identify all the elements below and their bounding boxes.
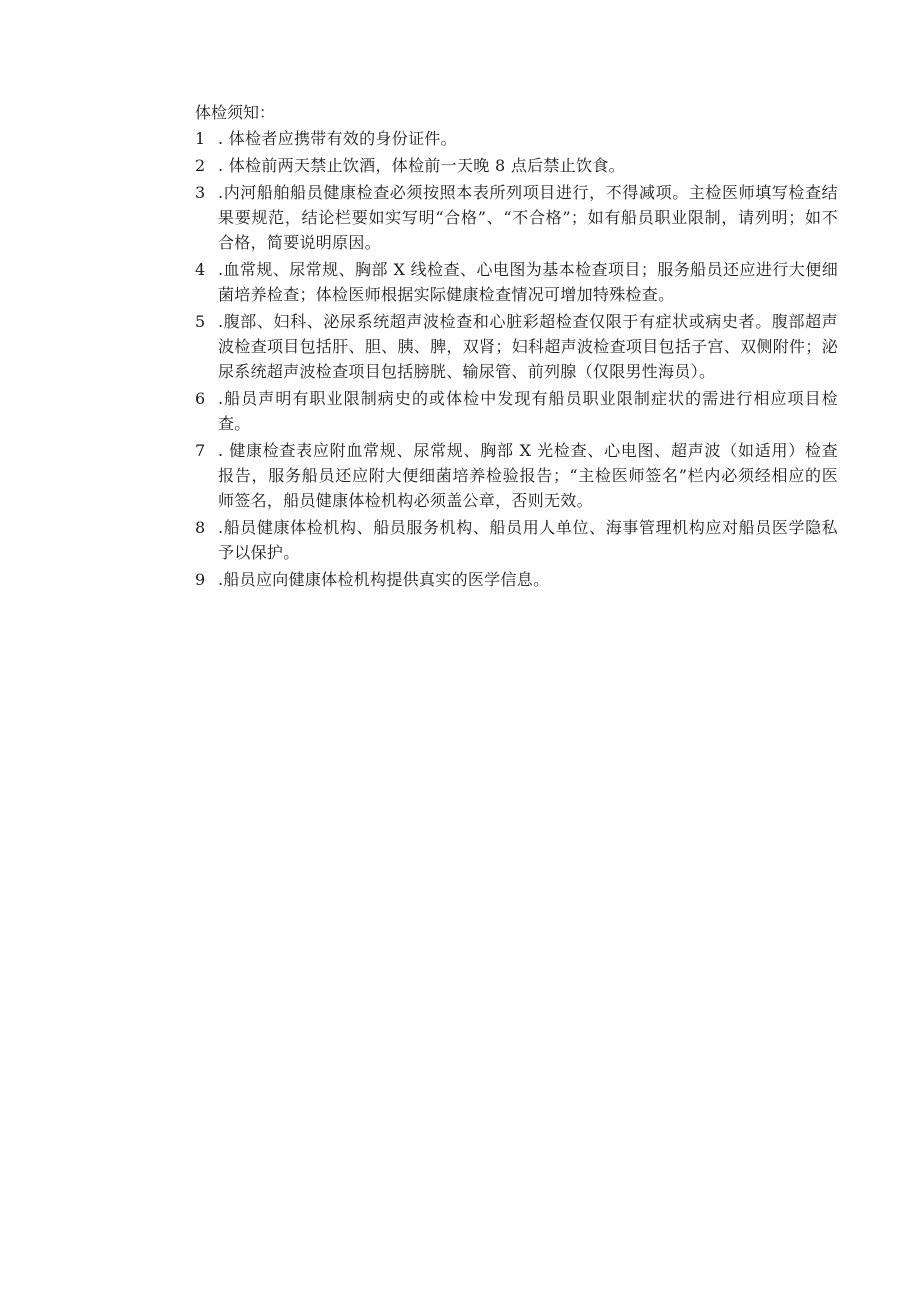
item-number: 1 [195,129,206,148]
notice-item-2 [193,153,838,178]
notice-item-9 [193,567,838,592]
notice-item-4 [193,257,838,307]
item-text: .血常规、尿常规、胸部 X 线检查、心电图为基本检查项目；服务船员还应进行大便细菌培养检查；体检医师根据实际健康检查情况可增加特殊检查。 [218,260,838,304]
item-text: .船员应向健康体检机构提供真实的医学信息。 [218,570,550,589]
item-text: .船员健康体检机构、船员服务机构、船员用人单位、海事管理机构应对船员医学隐私予以保护。 [218,518,838,562]
item-number: 8 [195,518,206,537]
item-text: .腹部、妇科、泌尿系统超声波检查和心脏彩超检查仅限于有症状或病史者。腹部超声波检查项目包括肝、胆、胰、脾，双肾；妇科超声波检查项目包括子宫、双侧附件；泌尿系统超声波检查项目包括膀胱、输尿管、前列腺（仅限男性海员）。 [218,312,838,381]
notice-list [193,126,838,592]
notice-item-7 [193,438,838,513]
item-text: .内河船舶船员健康检查必须按照本表所列项目进行，不得减项。主检医师填写检查结果要规范，结论栏要如实写明“合格”、“不合格”；如有船员职业限制，请列明；如不合格，简要说明原因。 [218,183,838,252]
item-number: 3 [195,183,206,202]
item-number: 2 [195,156,206,175]
notice-item-3 [193,180,838,255]
exam-notice [193,100,838,594]
item-number: 5 [195,312,206,331]
item-number: 6 [195,389,206,408]
item-number: 7 [195,441,206,460]
notice-item-8 [193,515,838,565]
item-text: . 健康检查表应附血常规、尿常规、胸部 X 光检查、心电图、超声波（如适用）检查报告，服务船员还应附大便细菌培养检验报告；“主检医师签名”栏内必须经相应的医师签名，船员健康体检机构必须盖公章，否则无效。 [218,441,838,510]
item-text: . 体检前两天禁止饮酒，体检前一天晚 8 点后禁止饮食。 [218,156,625,175]
notice-item-5 [193,309,838,384]
item-text: .船员声明有职业限制病史的或体检中发现有船员职业限制症状的需进行相应项目检查。 [218,389,838,433]
item-number: 9 [195,570,206,589]
notice-title: 体检须知： [195,103,276,122]
notice-item-6 [193,386,838,436]
notice-item-1 [193,126,838,151]
item-number: 4 [195,260,206,279]
item-text: . 体检者应携带有效的身份证件。 [218,129,457,148]
